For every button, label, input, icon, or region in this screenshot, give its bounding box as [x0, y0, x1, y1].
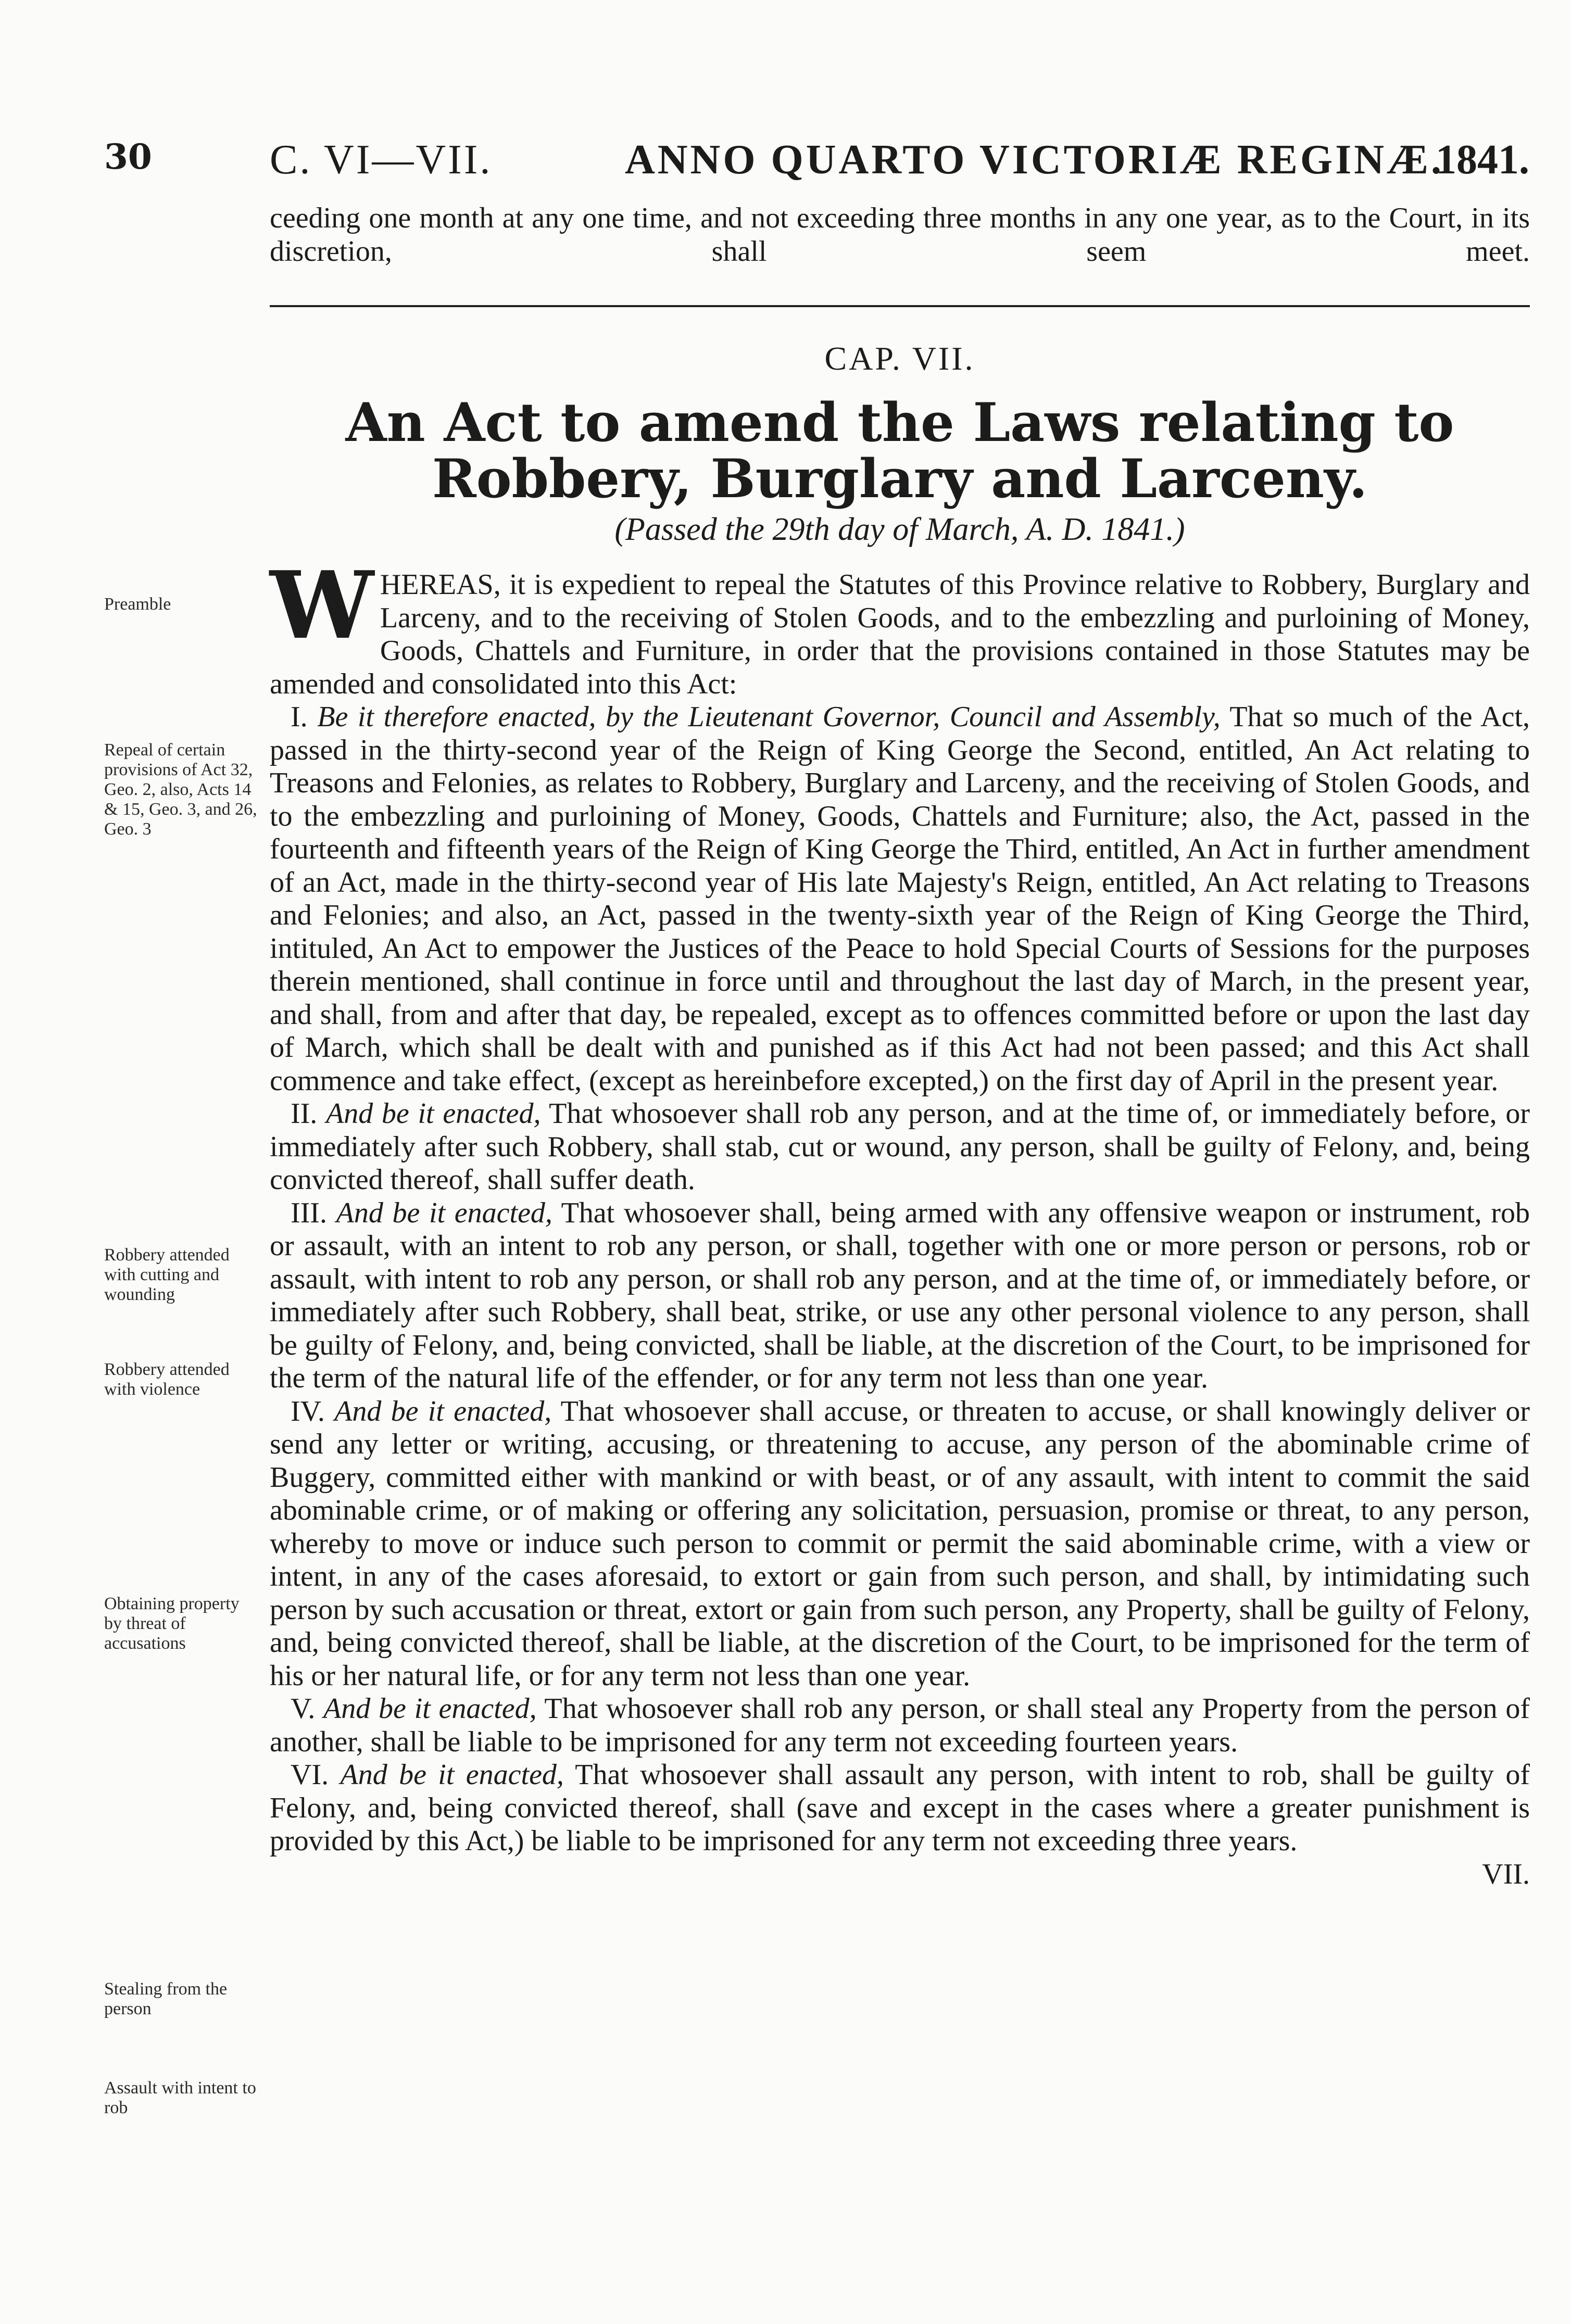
margin-note-robbery-violence: Robbery attended with violence — [104, 1360, 230, 1399]
section-text: That whosoever shall rob any person, and at the time of, or immediately before, or immediately after such Robbery, shall stab, cut or wound, any person, shall be guilty of Felony, and, being convicted thereof, shall suffer death. — [270, 1097, 1530, 1196]
margin-note-robbery-wounding: Robbery attended with cutting and wounding — [104, 1245, 230, 1304]
enacting-clause: And be it enacted, — [326, 1097, 541, 1130]
section-number: VI. — [291, 1759, 329, 1791]
margin-note-stealing-person: Stealing from the person — [104, 1979, 228, 2018]
section-number: II. — [291, 1097, 318, 1130]
page-number: 30 — [104, 136, 152, 177]
section-5 — [270, 1693, 1530, 1759]
continuation-paragraph: ceeding one month at any one time, and not exceeding three months in any one year, as to the Court, in its discretion, shall seem meet. — [270, 202, 1530, 268]
section-number: I. — [291, 701, 308, 733]
section-text: That whosoever shall assault any person, with intent to rob, shall be guilty of Felony, and, being convicted thereof, shall (save and except in the cases where a greater punishment is provided by this Act,) be liable to be imprisoned for any term not exceeding three years. — [270, 1759, 1530, 1857]
enacting-clause: And be it enacted, — [334, 1395, 552, 1428]
chapter-heading: CAP. VII. — [824, 340, 975, 377]
section-number: III. — [291, 1196, 327, 1229]
section-4 — [270, 1395, 1530, 1693]
section-divider-rule — [270, 305, 1530, 307]
section-6 — [270, 1759, 1530, 1858]
continuation-text-block — [270, 202, 1530, 268]
act-body — [270, 551, 1530, 1891]
margin-note-assault-intent: Assault with intent to rob — [104, 2078, 256, 2117]
preamble-text: HEREAS, it is expedient to repeal the Statutes of this Province relative to Robbery, Burglary and Larceny, and to the receiving of Stolen Goods, and to the embezzling and purloining of Money, Goods, Chattels and Furniture, in order that the provisions contained in those Statutes may be amended and consolidated into this Act: — [270, 569, 1530, 700]
running-head — [104, 136, 1529, 194]
enacting-clause: And be it enacted, — [336, 1196, 552, 1229]
enacting-clause: Be it therefore enacted, by the Lieutenant Governor, Council and Assembly, — [317, 701, 1221, 733]
margin-note-repeal: Repeal of certain provisions of Act 32, Geo. 2, also, Acts 14 & 15, Geo. 3, and 26, Geo. 3 — [104, 740, 257, 839]
catchword: VII. — [1482, 1858, 1530, 1890]
act-title: An Act to amend the Laws relating to Robbery, Burglary and Larceny. — [345, 391, 1454, 510]
margin-note-preamble: Preamble — [104, 595, 171, 614]
drop-cap: W — [270, 551, 374, 660]
section-number: IV. — [291, 1395, 325, 1428]
section-text: That whosoever shall, being armed with any offensive weapon or instrument, rob or assault, with an intent to rob any person, or shall, together with one or more person or persons, rob or assault, with intent to rob any person, or shall rob any person, and at the time of, or immediately before, or immediately after such Robbery, shall beat, strike, or use any other personal violence to any person, shall be guilty of Felony, and, being convicted, shall be liable, at the discretion of the Court, to be imprisoned for the term of the natural life of the effender, or for any term not less than one year. — [270, 1196, 1530, 1394]
section-2 — [270, 1097, 1530, 1197]
margin-note-threat-accusations: Obtaining property by threat of accusations — [104, 1594, 240, 1653]
section-1 — [270, 701, 1530, 1097]
passed-date: (Passed the 29th day of March, A. D. 1841.) — [614, 512, 1185, 547]
chapter-reference: C. VI—VII. — [270, 137, 493, 183]
preamble-paragraph — [270, 551, 1530, 701]
catchword-line — [270, 1858, 1530, 1891]
section-3 — [270, 1197, 1530, 1395]
running-title: ANNO QUARTO VICTORIÆ REGINÆ. — [625, 137, 1444, 183]
section-text: That so much of the Act, passed in the thirty-second year of the Reign of King George the Second, entitled, An Act relating to Treasons and Felonies, as relates to Robbery, Burglary and Larceny, and the receiving of Stolen Goods, and to the embezzling and purloining of Money, Goods, Chattels and Furniture; also, the Act, passed in the fourteenth and fifteenth years of the Reign of King George the Third, entitled, An Act in further amendment of an Act, made in the thirty-second year of His late Majesty's Reign, entitled, An Act relating to Treasons and Felonies; and also, an Act, passed in the twenty-sixth year of the Reign of King George the Third, intituled, An Act to empower the Justices of the Peace to hold Special Courts of Sessions for the purposes therein mentioned, shall continue in force until and throughout the last day of March, in the present year, and shall, from and after that day, be repealed, except as to offences committed before or upon the last day of March, which shall be dealt with and punished as if this Act had not been passed; and this Act shall commence and take effect, (except as hereinbefore excepted,) on the first day of April in the present year. — [270, 701, 1530, 1097]
enacting-clause: And be it enacted, — [323, 1693, 537, 1725]
section-text: That whosoever shall accuse, or threaten to accuse, or shall knowingly deliver or send any letter or writing, accusing, or threatening to accuse, any person of the abominable crime of Buggery, committed either with mankind or with beast, or of any assault, with intent to commit the said abominable crime, or of making or offering any solicitation, persuasion, promise or threat, to any person, whereby to move or induce such person to commit or permit the said abominable crime, with a view or intent, in any of the cases aforesaid, to extort or gain from such person, and shall, by intimidating such person by such accusation or threat, extort or gain from such person, any Property, shall be guilty of Felony, and, being convicted thereof, shall be liable, at the discretion of the Court, to be imprisoned for the term of his or her natural life, or for any term not less than one year. — [270, 1395, 1530, 1692]
running-year: 1841. — [1436, 137, 1529, 183]
section-text: That whosoever shall rob any person, or shall steal any Property from the person of another, shall be liable to be imprisoned for any term not exceeding fourteen years. — [270, 1693, 1530, 1758]
section-number: V. — [291, 1693, 316, 1725]
enacting-clause: And be it enacted, — [340, 1759, 564, 1791]
